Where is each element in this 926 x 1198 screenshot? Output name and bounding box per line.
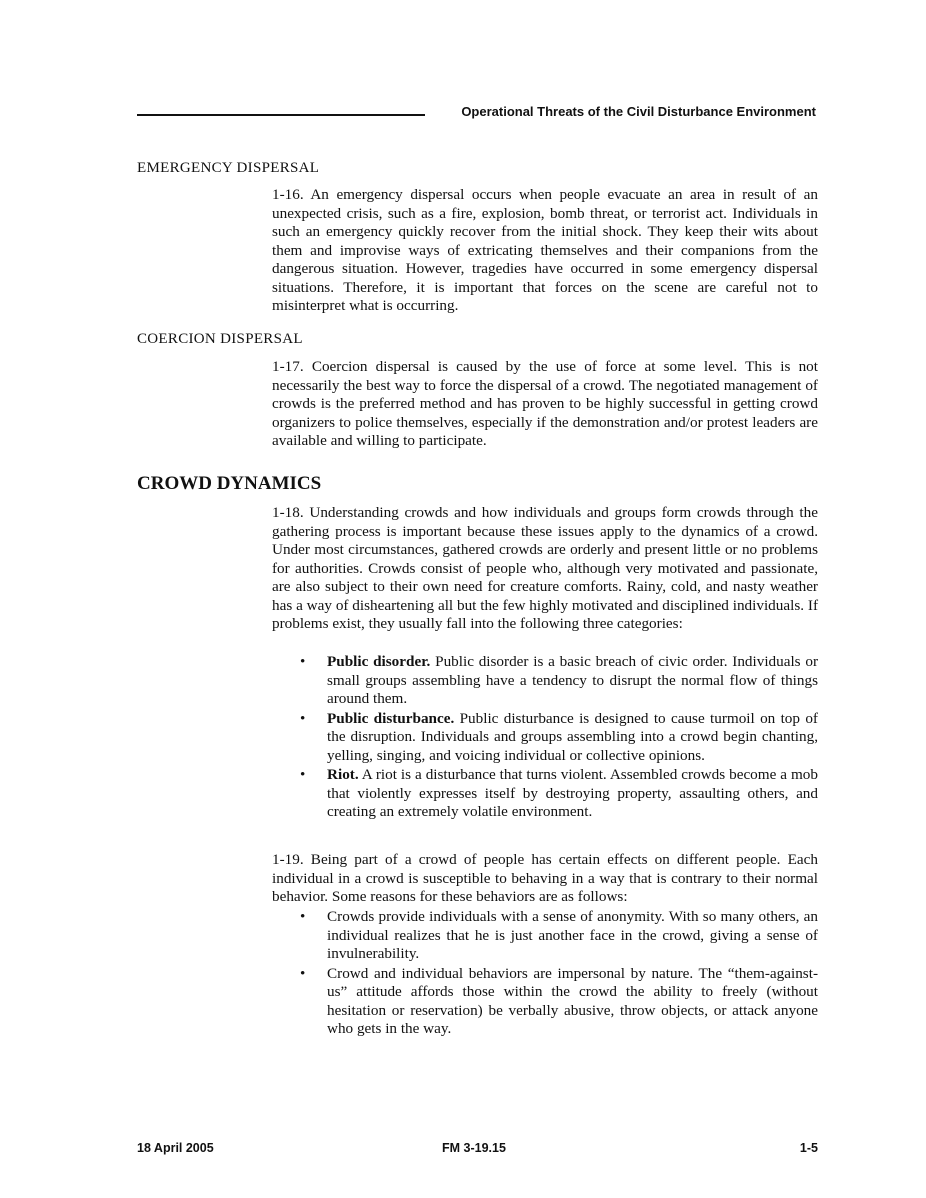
list-item bbox=[272, 766, 818, 822]
reason-text: Crowds provide individuals with a sense of anonymity. With so many others, an individual realizes that he is just another face in the crowd, giving a sense of invulnerability. bbox=[327, 908, 818, 962]
paragraph-1-18: 1-18. Understanding crowds and how individuals and groups form crowds through the gathering process is important because these issues apply to the dynamics of a crowd. Under most circumstances, gathered crowds are orderly and present little or no problems for authorities. Crowds consist of people who, although very motivated and passionate, are also subject to their own need for creature comforts. Rainy, cold, and nasty weather has a way of disheartening all but the few highly motivated and disciplined individuals. If problems exist, they usually fall into the following three categories: bbox=[272, 504, 818, 632]
heading-coercion-dispersal: COERCION DISPERSAL bbox=[137, 331, 303, 347]
heading-emergency-dispersal: EMERGENCY DISPERSAL bbox=[137, 160, 320, 176]
list-item bbox=[272, 908, 818, 964]
category-term: Public disturbance. bbox=[327, 709, 455, 727]
category-text: A riot is a disturbance that turns violent. Assembled crowds become a mob that violently expresses itself by destroying property, assaulting others, and creating an extremely volatile environment. bbox=[327, 766, 818, 820]
paragraph-1-19: 1-19. Being part of a crowd of people has certain effects on different people. Each individual in a crowd is susceptible to behaving in a way that is contrary to their normal behavior. Some reasons for these behaviors are as follows: bbox=[272, 851, 818, 905]
list-item bbox=[272, 710, 818, 766]
footer-page-number: 1-5 bbox=[799, 1141, 818, 1155]
category-term: Public disorder. bbox=[327, 653, 431, 670]
bullet-icon: • bbox=[300, 964, 306, 982]
bullet-icon: • bbox=[300, 908, 306, 925]
list-item bbox=[272, 653, 818, 709]
heading-crowd-dynamics: CROWD DYNAMICS bbox=[137, 473, 322, 494]
bullet-icon: • bbox=[300, 766, 306, 783]
category-text: Public disturbance is designed to cause turmoil on top of the disruption. Individuals and groups assembling into a crowd begin chanting, yelling, singing, and voicing individual or collective opinions. bbox=[327, 709, 818, 764]
category-list bbox=[272, 653, 818, 823]
category-term: Riot. bbox=[327, 766, 359, 783]
list-item bbox=[272, 965, 818, 1039]
footer-date: 18 April 2005 bbox=[137, 1141, 214, 1155]
reason-text: Crowd and individual behaviors are impersonal by nature. The “them-against-us” attitude affords those within the crowd the ability to freely (without hesitation or reservation) be verbally abusive, throw objects, or attack anyone who gets in the way. bbox=[327, 964, 818, 1037]
footer-doc-id: FM 3-19.15 bbox=[442, 1141, 506, 1155]
paragraph-1-17: 1-17. Coercion dispersal is caused by the use of force at some level. This is not necessarily the best way to force the dispersal of a crowd. The negotiated management of crowds is the preferred method and has proven to be highly successful in getting crowd organizers to police themselves, especially if the demonstration and/or protest leaders are available and willing to participate. bbox=[272, 358, 818, 449]
running-header-title: Operational Threats of the Civil Disturbance Environment bbox=[461, 104, 816, 119]
category-text: Public disorder is a basic breach of civic order. Individuals or small groups assembling have a tendency to disrupt the normal flow of things around them. bbox=[327, 653, 819, 707]
header-rule bbox=[137, 114, 425, 116]
paragraph-1-16: 1-16. An emergency dispersal occurs when people evacuate an area in result of an unexpected crisis, such as a fire, explosion, bomb threat, or terrorist act. Individuals in such an emergency quickly recover from the initial shock. They keep their wits about them and improvise ways of extricating themselves and their companions from the dangerous situation. However, tragedies have occurred in some emergency dispersal situations. Therefore, it is important that forces on the scene are careful not to misinterpret what is occurring. bbox=[272, 186, 818, 314]
bullet-icon: • bbox=[300, 709, 306, 727]
reasons-list bbox=[272, 908, 818, 1040]
bullet-icon: • bbox=[300, 653, 306, 670]
